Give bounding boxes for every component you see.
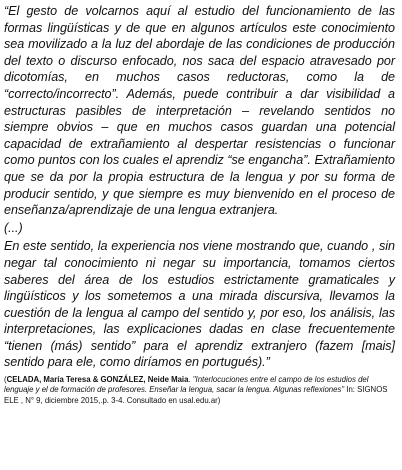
- citation: [4, 375, 395, 406]
- quote-ellipsis: (...): [4, 220, 23, 235]
- quote-paragraph-2: En este sentido, la experiencia nos viene mostrando que, cuando , sin negar tal conocimiento ni negar su importancia, tomamos ciertos saberes del área de los estudios estrictamente gramaticales y lingüísticos y los sometemos a una mirada discursiva, llevamos la cuestión de la lengua al campo del sentido y, por eso, los análisis, las interpretaciones, las explicaciones dadas en clase frecuentemente “tienen (más) sentido” para el aprendiz extranjero (fazem [mais] sentido para ele, como diríamos en portugués).”: [4, 239, 395, 370]
- quote-paragraph-1: “El gesto de volcarnos aquí al estudio del funcionamiento de las formas lingüísticas y de que en algunos artículos este conocimiento sea movilizado a la luz del abordaje de las condiciones de producción del texto o discurso enfocado, nos saca del espacio atravesado por dicotomías, en muchos casos reductoras, como la de “correcto/incorrecto”. Además, puede contribuir a dar visibilidad a estructuras pasibles de interpretación – revelando sentidos no siempre obvios – que en muchos casos guardan una potencial capacidad de extrañamiento al despertar resistencias o funcionar como puntos con los cuales el aprendiz “se engancha”. Extrañamiento que se da por la propia estructura de la lengua y por su forma de producir sentido, y que siempre es muy bienvenido en el proceso de enseñanza/aprendizaje de una lengua extranjera.: [4, 4, 395, 218]
- citation-authors: CELADA, María Teresa & GONZÁLEZ, Neide Maia: [6, 375, 189, 385]
- citation-separator: .: [188, 375, 193, 385]
- citation-open: (: [4, 375, 7, 385]
- citation-title: "Interlocuciones entre el campo de los estudios del lenguaje y el de formación de profesores. Enseñar la lengua, sacar la lengua. Algunas reflexiones": [4, 375, 369, 395]
- citation-details: In: SIGNOS ELE , N° 9, diciembre 2015,.p. 3-4. Consultado en usal.edu.ar): [4, 385, 388, 405]
- quote-block: [4, 3, 395, 371]
